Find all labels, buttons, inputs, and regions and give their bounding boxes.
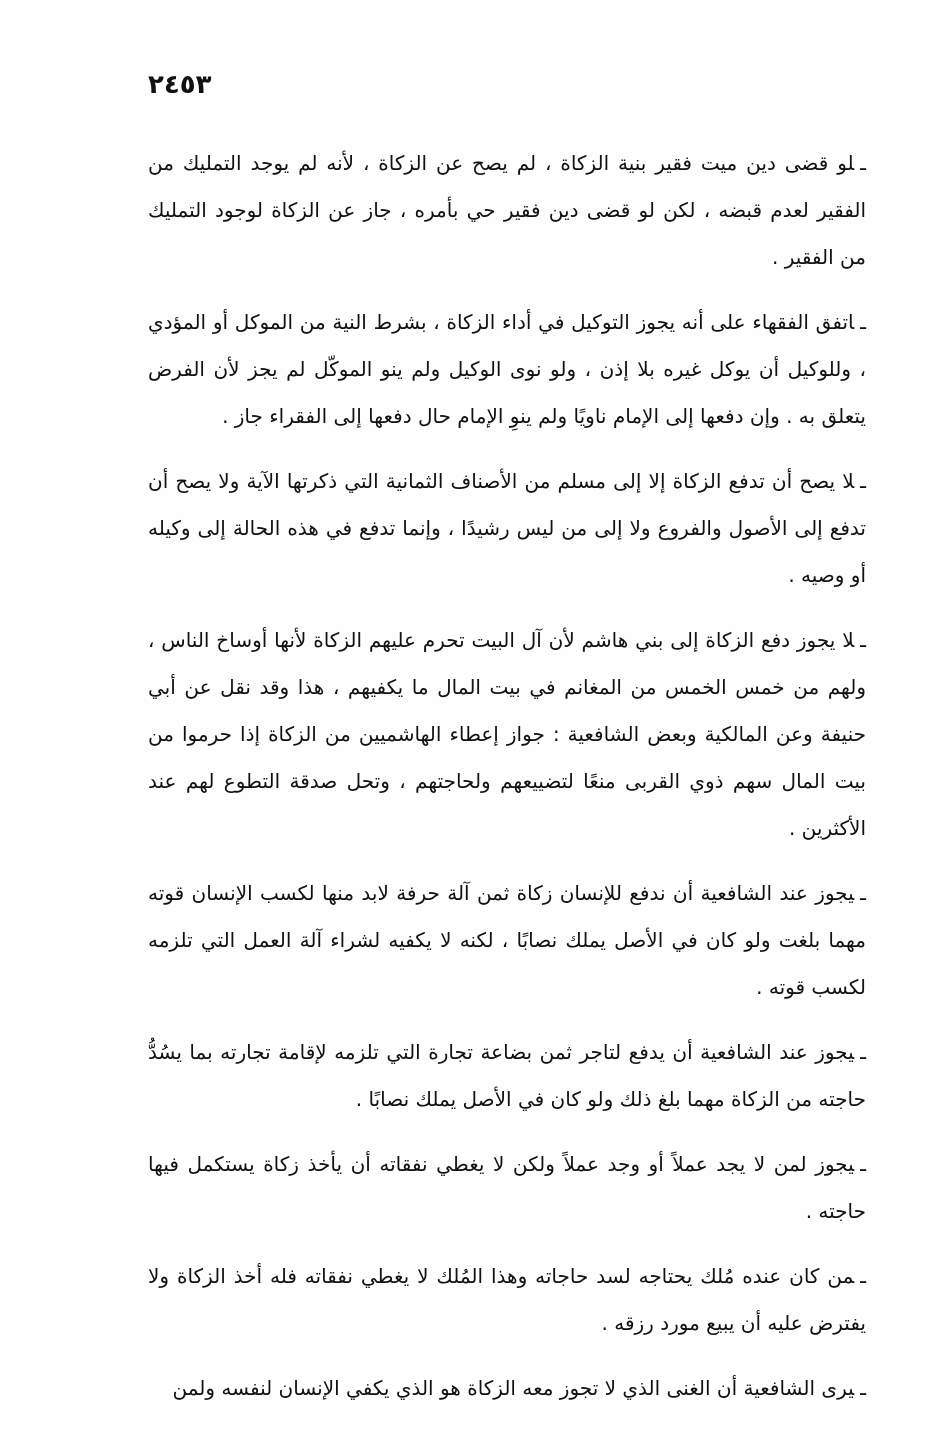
paragraph <box>148 1253 866 1347</box>
paragraph-text: يجوز لمن لا يجد عملاً أو وجد عملاً ولكن لا يغطي نفقاته أن يأخذ زكاة يستكمل فيها حاجته . <box>148 1152 866 1223</box>
bullet-dash: ـ <box>860 628 866 652</box>
bullet-dash: ـ <box>860 1040 866 1064</box>
paragraph <box>148 1029 866 1123</box>
page-number: ٢٤٥٣ <box>148 70 212 100</box>
paragraph <box>148 1141 866 1235</box>
bullet-dash: ـ <box>860 1376 866 1400</box>
paragraph <box>148 617 866 852</box>
paragraph <box>148 140 866 281</box>
paragraph <box>148 299 866 440</box>
paragraph <box>148 870 866 1011</box>
bullet-dash: ـ <box>860 1264 866 1288</box>
paragraph-text: اتفق الفقهاء على أنه يجوز التوكيل في أداء الزكاة ، بشرط النية من الموكل أو المؤدي ، وللوكيل أن يوكل غيره بلا إذن ، ولو نوى الوكيل ولم ينو الموكّل لم يجز لأن الفرض يتعلق به . وإن دفعها إلى الإمام ناويًا ولم ينوِ الإمام حال دفعها إلى الفقراء جاز . <box>148 310 866 428</box>
bullet-dash: ـ <box>860 469 866 493</box>
paragraph <box>148 1365 866 1412</box>
bullet-dash: ـ <box>860 151 866 175</box>
paragraph-text: لا يجوز دفع الزكاة إلى بني هاشم لأن آل البيت تحرم عليهم الزكاة لأنها أوساخ الناس ، ولهم من خمس الخمس من المغانم في بيت المال ما يكفيهم ، هذا وقد نقل عن أبي حنيفة وعن المالكية وبعض الشافعية : جواز إعطاء الهاشميين من الزكاة إذا حرموا من بيت المال سهم ذوي القربى منعًا لتضييعهم ولحاجتهم ، وتحل صدقة التطوع لهم عند الأكثرين . <box>148 628 866 840</box>
page-body <box>148 140 866 1430</box>
bullet-dash: ـ <box>860 310 866 334</box>
paragraph-text: يرى الشافعية أن الغنى الذي لا تجوز معه الزكاة هو الذي يكفي الإنسان لنفسه ولمن <box>172 1376 855 1400</box>
bullet-dash: ـ <box>860 1152 866 1176</box>
paragraph-text: يجوز عند الشافعية أن يدفع لتاجر ثمن بضاعة تجارة التي تلزمه لإقامة تجارته بما يسُدُّ حاجته من الزكاة مهما بلغ ذلك ولو كان في الأصل يملك نصابًا . <box>148 1040 866 1111</box>
paragraph-text: من كان عنده مُلك يحتاجه لسد حاجاته وهذا المُلك لا يغطي نفقاته فله أخذ الزكاة ولا يفترض عليه أن يبيع مورد رزقه . <box>148 1264 866 1335</box>
paragraph <box>148 458 866 599</box>
paragraph-text: لو قضى دين ميت فقير بنية الزكاة ، لم يصح عن الزكاة ، لأنه لم يوجد التمليك من الفقير لعدم قبضه ، لكن لو قضى دين فقير حي بأمره ، جاز عن الزكاة لوجود التمليك من الفقير . <box>148 151 866 269</box>
paragraph-text: يجوز عند الشافعية أن ندفع للإنسان زكاة ثمن آلة حرفة لابد منها لكسب الإنسان قوته مهما بلغت ولو كان في الأصل يملك نصابًا ، لكنه لا يكفيه لشراء آلة العمل التي تلزمه لكسب قوته . <box>148 881 866 999</box>
bullet-dash: ـ <box>860 881 866 905</box>
paragraph-text: لا يصح أن تدفع الزكاة إلا إلى مسلم من الأصناف الثمانية التي ذكرتها الآية ولا يصح أن تدفع إلى الأصول والفروع ولا إلى من ليس رشيدًا ، وإنما تدفع في هذه الحالة إلى وكيله أو وصيه . <box>148 469 866 587</box>
